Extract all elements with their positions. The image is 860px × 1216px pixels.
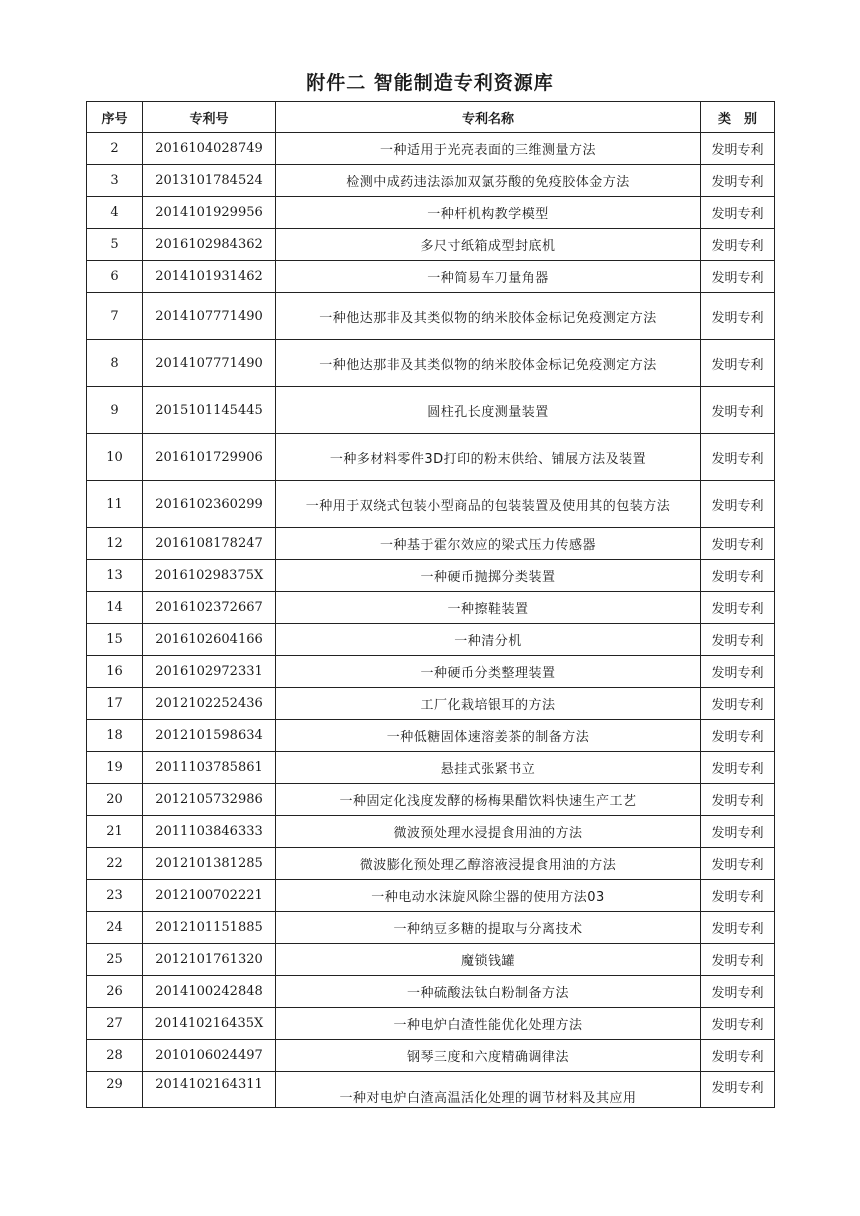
- cell-patent-name: 钢琴三度和六度精确调律法: [276, 1040, 701, 1072]
- cell-no: 13: [87, 560, 143, 592]
- cell-patent-name: 一种低糖固体速溶姜茶的制备方法: [276, 720, 701, 752]
- table-row: [87, 592, 775, 624]
- table-row: [87, 656, 775, 688]
- cell-type: 发明专利: [701, 912, 775, 944]
- header-no: 序号: [87, 102, 143, 133]
- cell-no: 21: [87, 816, 143, 848]
- table-row: [87, 387, 775, 434]
- cell-patent-number: 201610298375X: [143, 560, 276, 592]
- cell-patent-name: 一种适用于光亮表面的三维测量方法: [276, 133, 701, 165]
- cell-patent-name: 一种基于霍尔效应的梁式压力传感器: [276, 528, 701, 560]
- cell-patent-number: 2012101761320: [143, 944, 276, 976]
- table-row: [87, 688, 775, 720]
- table-row: [87, 1008, 775, 1040]
- cell-patent-name: 圆柱孔长度测量装置: [276, 387, 701, 434]
- cell-no: 2: [87, 133, 143, 165]
- cell-type: 发明专利: [701, 560, 775, 592]
- cell-type: 发明专利: [701, 816, 775, 848]
- cell-patent-number: 2013101784524: [143, 165, 276, 197]
- cell-patent-number: 2016102984362: [143, 229, 276, 261]
- cell-no: 19: [87, 752, 143, 784]
- cell-patent-number: 2011103785861: [143, 752, 276, 784]
- cell-type: 发明专利: [701, 848, 775, 880]
- table-row: [87, 340, 775, 387]
- cell-patent-name: 一种电炉白渣性能优化处理方法: [276, 1008, 701, 1040]
- table-row: [87, 784, 775, 816]
- header-patent-number: 专利号: [143, 102, 276, 133]
- table-row: [87, 133, 775, 165]
- cell-patent-name: 检测中成药违法添加双氯芬酸的免疫胶体金方法: [276, 165, 701, 197]
- cell-no: 7: [87, 293, 143, 340]
- cell-no: 25: [87, 944, 143, 976]
- cell-patent-name: 一种他达那非及其类似物的纳米胶体金标记免疫测定方法: [276, 293, 701, 340]
- cell-patent-number: 2016102372667: [143, 592, 276, 624]
- table-row: [87, 944, 775, 976]
- cell-patent-name: 魔锁钱罐: [276, 944, 701, 976]
- cell-no: 14: [87, 592, 143, 624]
- cell-no: 9: [87, 387, 143, 434]
- table-body: [87, 133, 775, 1108]
- cell-type: 发明专利: [701, 1040, 775, 1072]
- cell-no: 28: [87, 1040, 143, 1072]
- cell-patent-name: 一种对电炉白渣高温活化处理的调节材料及其应用: [276, 1072, 701, 1108]
- cell-patent-number: 201410216435X: [143, 1008, 276, 1040]
- cell-type: 发明专利: [701, 481, 775, 528]
- table-row: [87, 434, 775, 481]
- header-type: 类 别: [701, 102, 775, 133]
- cell-no: 22: [87, 848, 143, 880]
- table-row: [87, 912, 775, 944]
- table-row: [87, 624, 775, 656]
- cell-patent-name: 多尺寸纸箱成型封底机: [276, 229, 701, 261]
- cell-type: 发明专利: [701, 261, 775, 293]
- cell-no: 12: [87, 528, 143, 560]
- table-row: [87, 1040, 775, 1072]
- cell-patent-number: 2014102164311: [143, 1072, 276, 1108]
- cell-patent-number: 2016101729906: [143, 434, 276, 481]
- cell-patent-name: 一种多材料零件3D打印的粉末供给、铺展方法及装置: [276, 434, 701, 481]
- table-row: [87, 197, 775, 229]
- cell-no: 29: [87, 1072, 143, 1108]
- cell-no: 26: [87, 976, 143, 1008]
- cell-patent-number: 2016104028749: [143, 133, 276, 165]
- cell-patent-number: 2012101598634: [143, 720, 276, 752]
- cell-no: 8: [87, 340, 143, 387]
- table-row: [87, 720, 775, 752]
- table-row: [87, 752, 775, 784]
- cell-type: 发明专利: [701, 133, 775, 165]
- cell-no: 18: [87, 720, 143, 752]
- cell-type: 发明专利: [701, 944, 775, 976]
- cell-patent-name: 一种硬币抛掷分类装置: [276, 560, 701, 592]
- cell-type: 发明专利: [701, 752, 775, 784]
- cell-no: 23: [87, 880, 143, 912]
- cell-no: 17: [87, 688, 143, 720]
- cell-type: 发明专利: [701, 387, 775, 434]
- table-row: [87, 293, 775, 340]
- cell-type: 发明专利: [701, 624, 775, 656]
- cell-patent-name: 一种纳豆多糖的提取与分离技术: [276, 912, 701, 944]
- cell-patent-name: 悬挂式张紧书立: [276, 752, 701, 784]
- cell-patent-number: 2012105732986: [143, 784, 276, 816]
- cell-patent-number: 2014101929956: [143, 197, 276, 229]
- cell-patent-number: 2016102604166: [143, 624, 276, 656]
- cell-patent-number: 2016108178247: [143, 528, 276, 560]
- table-row: [87, 261, 775, 293]
- cell-patent-number: 2014107771490: [143, 293, 276, 340]
- cell-type: 发明专利: [701, 197, 775, 229]
- cell-no: 10: [87, 434, 143, 481]
- cell-no: 20: [87, 784, 143, 816]
- table-row: [87, 229, 775, 261]
- cell-type: 发明专利: [701, 656, 775, 688]
- cell-type: 发明专利: [701, 976, 775, 1008]
- cell-type: 发明专利: [701, 229, 775, 261]
- cell-patent-name: 一种用于双绕式包装小型商品的包装装置及使用其的包装方法: [276, 481, 701, 528]
- table-row: [87, 976, 775, 1008]
- header-patent-name: 专利名称: [276, 102, 701, 133]
- cell-patent-number: 2014100242848: [143, 976, 276, 1008]
- cell-patent-name: 一种硫酸法钛白粉制备方法: [276, 976, 701, 1008]
- table-row: [87, 481, 775, 528]
- cell-patent-name: 工厂化栽培银耳的方法: [276, 688, 701, 720]
- cell-type: 发明专利: [701, 528, 775, 560]
- cell-patent-name: 一种固定化浅度发酵的杨梅果醋饮料快速生产工艺: [276, 784, 701, 816]
- cell-patent-name: 一种他达那非及其类似物的纳米胶体金标记免疫测定方法: [276, 340, 701, 387]
- cell-no: 6: [87, 261, 143, 293]
- cell-no: 27: [87, 1008, 143, 1040]
- cell-patent-number: 2012101381285: [143, 848, 276, 880]
- table-header-row: [87, 102, 775, 133]
- cell-patent-name: 一种电动水沫旋风除尘器的使用方法03: [276, 880, 701, 912]
- cell-no: 3: [87, 165, 143, 197]
- cell-type: 发明专利: [701, 1008, 775, 1040]
- cell-no: 15: [87, 624, 143, 656]
- cell-patent-number: 2011103846333: [143, 816, 276, 848]
- cell-no: 5: [87, 229, 143, 261]
- cell-patent-number: 2016102360299: [143, 481, 276, 528]
- cell-patent-name: 一种硬币分类整理装置: [276, 656, 701, 688]
- cell-type: 发明专利: [701, 293, 775, 340]
- cell-patent-name: 一种杆机构教学模型: [276, 197, 701, 229]
- cell-patent-number: 2012102252436: [143, 688, 276, 720]
- table-row: [87, 528, 775, 560]
- cell-no: 11: [87, 481, 143, 528]
- cell-patent-number: 2014101931462: [143, 261, 276, 293]
- cell-patent-number: 2016102972331: [143, 656, 276, 688]
- cell-patent-number: 2010106024497: [143, 1040, 276, 1072]
- cell-type: 发明专利: [701, 434, 775, 481]
- cell-patent-name: 微波预处理水浸提食用油的方法: [276, 816, 701, 848]
- patent-table: [86, 101, 775, 1108]
- cell-no: 16: [87, 656, 143, 688]
- table-row: [87, 848, 775, 880]
- cell-type: 发明专利: [701, 1072, 775, 1108]
- cell-patent-number: 2012100702221: [143, 880, 276, 912]
- cell-patent-name: 一种擦鞋装置: [276, 592, 701, 624]
- table-row: [87, 560, 775, 592]
- cell-type: 发明专利: [701, 720, 775, 752]
- cell-type: 发明专利: [701, 592, 775, 624]
- cell-patent-name: 一种清分机: [276, 624, 701, 656]
- cell-no: 24: [87, 912, 143, 944]
- cell-patent-name: 一种简易车刀量角器: [276, 261, 701, 293]
- cell-type: 发明专利: [701, 880, 775, 912]
- cell-patent-number: 2012101151885: [143, 912, 276, 944]
- table-row: [87, 880, 775, 912]
- table-row: [87, 816, 775, 848]
- cell-type: 发明专利: [701, 340, 775, 387]
- cell-patent-number: 2015101145445: [143, 387, 276, 434]
- cell-type: 发明专利: [701, 784, 775, 816]
- cell-patent-number: 2014107771490: [143, 340, 276, 387]
- cell-patent-name: 微波膨化预处理乙醇溶液浸提食用油的方法: [276, 848, 701, 880]
- cell-no: 4: [87, 197, 143, 229]
- table-row: [87, 1072, 775, 1108]
- cell-type: 发明专利: [701, 165, 775, 197]
- cell-type: 发明专利: [701, 688, 775, 720]
- table-row: [87, 165, 775, 197]
- page-title: 附件二 智能制造专利资源库: [306, 72, 554, 94]
